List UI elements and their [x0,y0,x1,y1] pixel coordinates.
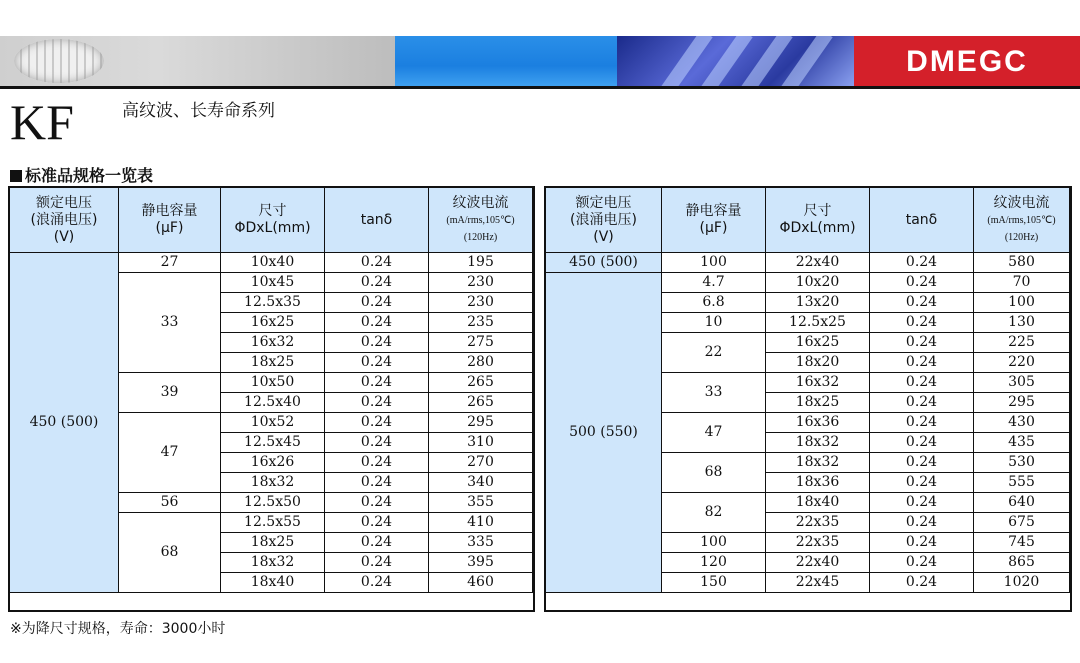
size-cell: 18x36 [766,473,870,493]
header-size: 尺寸 ΦDxL(mm) [221,188,325,253]
header-ripple: 纹波电流 (mA/rms,105℃) (120Hz) [429,188,533,253]
tan-cell: 0.24 [325,373,429,393]
ripple-cell: 235 [429,313,533,333]
globe-icon [14,39,104,83]
size-cell: 22x35 [766,513,870,533]
size-cell: 12.5x50 [221,493,325,513]
header-size: 尺寸 ΦDxL(mm) [766,188,870,253]
size-cell: 16x25 [766,333,870,353]
square-bullet-icon [10,170,22,182]
header-voltage: 额定电压 (浪涌电压) (V) [10,188,119,253]
tan-cell: 0.24 [325,533,429,553]
ripple-cell: 430 [974,413,1070,433]
tan-cell: 0.24 [870,513,974,533]
capacitance-cell: 68 [662,453,766,493]
ripple-cell: 410 [429,513,533,533]
size-cell: 12.5x35 [221,293,325,313]
ripple-cell: 225 [974,333,1070,353]
size-cell: 12.5x40 [221,393,325,413]
ripple-cell: 265 [429,393,533,413]
size-cell: 18x32 [221,553,325,573]
tan-cell: 0.24 [325,273,429,293]
brand-logo [854,36,1080,86]
tan-cell: 0.24 [325,413,429,433]
ripple-cell: 555 [974,473,1070,493]
left-spec-table [9,187,533,593]
ripple-cell: 435 [974,433,1070,453]
ripple-cell: 355 [429,493,533,513]
capacitance-cell: 33 [119,273,221,373]
header-tan: tanδ [325,188,429,253]
tan-cell: 0.24 [870,253,974,273]
ripple-cell: 270 [429,453,533,473]
tan-cell: 0.24 [870,353,974,373]
capacitance-cell: 82 [662,493,766,533]
tan-cell: 0.24 [325,293,429,313]
tan-cell: 0.24 [325,493,429,513]
ripple-cell: 580 [974,253,1070,273]
tan-cell: 0.24 [325,333,429,353]
ripple-cell: 280 [429,353,533,373]
table-row [10,253,533,273]
size-cell: 13x20 [766,293,870,313]
section-title: 标准品规格一览表 [10,163,153,186]
header-capacitance: 静电容量 (μF) [662,188,766,253]
tan-cell: 0.24 [870,433,974,453]
table-row [546,253,1070,273]
header-tan: tanδ [870,188,974,253]
banner-blue-segment [395,36,617,86]
ripple-cell: 395 [429,553,533,573]
banner-gray-segment [0,36,395,86]
ripple-cell: 130 [974,313,1070,333]
tan-cell: 0.24 [870,393,974,413]
ripple-cell: 335 [429,533,533,553]
size-cell: 16x32 [766,373,870,393]
capacitance-cell: 39 [119,373,221,413]
capacitance-cell: 22 [662,333,766,373]
size-cell: 22x40 [766,553,870,573]
ripple-cell: 295 [974,393,1070,413]
ripple-cell: 530 [974,453,1070,473]
size-cell: 22x45 [766,573,870,593]
voltage-cell: 450 (500) [546,253,662,273]
capacitance-cell: 47 [662,413,766,453]
ripple-cell: 305 [974,373,1070,393]
voltage-cell: 500 (550) [546,273,662,593]
ripple-cell: 310 [429,433,533,453]
capacitance-cell: 10 [662,313,766,333]
ripple-cell: 865 [974,553,1070,573]
ripple-cell: 275 [429,333,533,353]
ripple-cell: 230 [429,293,533,313]
series-subtitle: 高纹波、长寿命系列 [122,101,275,121]
capacitance-cell: 56 [119,493,221,513]
size-cell: 22x35 [766,533,870,553]
size-cell: 16x32 [221,333,325,353]
tan-cell: 0.24 [870,333,974,353]
right-spec-table [545,187,1070,593]
tan-cell: 0.24 [870,453,974,473]
tan-cell: 0.24 [870,553,974,573]
ripple-cell: 1020 [974,573,1070,593]
tan-cell: 0.24 [325,513,429,533]
size-cell: 12.5x45 [221,433,325,453]
brand-name: DMEGC [906,45,1028,78]
capacitance-cell: 100 [662,533,766,553]
tan-cell: 0.24 [870,313,974,333]
header-capacitance: 静电容量 (μF) [119,188,221,253]
size-cell: 18x20 [766,353,870,373]
tan-cell: 0.24 [325,313,429,333]
size-cell: 12.5x25 [766,313,870,333]
ripple-cell: 195 [429,253,533,273]
size-cell: 10x45 [221,273,325,293]
capacitance-cell: 100 [662,253,766,273]
size-cell: 22x40 [766,253,870,273]
capacitance-cell: 6.8 [662,293,766,313]
ripple-cell: 675 [974,513,1070,533]
size-cell: 10x40 [221,253,325,273]
size-cell: 16x26 [221,453,325,473]
ripple-cell: 340 [429,473,533,493]
tan-cell: 0.24 [325,573,429,593]
tan-cell: 0.24 [870,373,974,393]
ripple-cell: 295 [429,413,533,433]
tan-cell: 0.24 [870,293,974,313]
header-banner [0,36,1080,86]
capacitance-cell: 68 [119,513,221,593]
tan-cell: 0.24 [325,353,429,373]
tan-cell: 0.24 [870,493,974,513]
size-cell: 16x36 [766,413,870,433]
ripple-cell: 460 [429,573,533,593]
capacitance-cell: 27 [119,253,221,273]
ripple-cell: 100 [974,293,1070,313]
ripple-cell: 640 [974,493,1070,513]
size-cell: 18x40 [766,493,870,513]
tan-cell: 0.24 [870,533,974,553]
header-rule [0,86,1080,89]
series-code: KF [10,94,74,150]
capacitance-cell: 150 [662,573,766,593]
ripple-cell: 745 [974,533,1070,553]
ripple-cell: 265 [429,373,533,393]
capacitance-cell: 4.7 [662,273,766,293]
size-cell: 12.5x55 [221,513,325,533]
size-cell: 18x32 [221,473,325,493]
tan-cell: 0.24 [870,473,974,493]
size-cell: 18x25 [766,393,870,413]
tan-cell: 0.24 [325,453,429,473]
size-cell: 18x25 [221,533,325,553]
size-cell: 18x40 [221,573,325,593]
capacitance-cell: 33 [662,373,766,413]
ripple-cell: 230 [429,273,533,293]
banner-pattern-segment [617,36,854,86]
tan-cell: 0.24 [325,393,429,413]
size-cell: 18x32 [766,433,870,453]
size-cell: 18x32 [766,453,870,473]
ripple-cell: 70 [974,273,1070,293]
tan-cell: 0.24 [325,473,429,493]
tan-cell: 0.24 [325,253,429,273]
voltage-cell: 450 (500) [10,253,119,593]
size-cell: 10x50 [221,373,325,393]
header-ripple: 纹波电流 (mA/rms,105℃) (120Hz) [974,188,1070,253]
capacitance-cell: 120 [662,553,766,573]
tan-cell: 0.24 [870,273,974,293]
footnote: ※为降尺寸规格，寿命：3000小时 [10,621,226,637]
tan-cell: 0.24 [325,553,429,573]
size-cell: 18x25 [221,353,325,373]
size-cell: 10x20 [766,273,870,293]
size-cell: 10x52 [221,413,325,433]
capacitance-cell: 47 [119,413,221,493]
header-voltage: 额定电压 (浪涌电压) (V) [546,188,662,253]
tan-cell: 0.24 [870,573,974,593]
tan-cell: 0.24 [325,433,429,453]
size-cell: 16x25 [221,313,325,333]
tan-cell: 0.24 [870,413,974,433]
ripple-cell: 220 [974,353,1070,373]
table-row [546,273,1070,293]
